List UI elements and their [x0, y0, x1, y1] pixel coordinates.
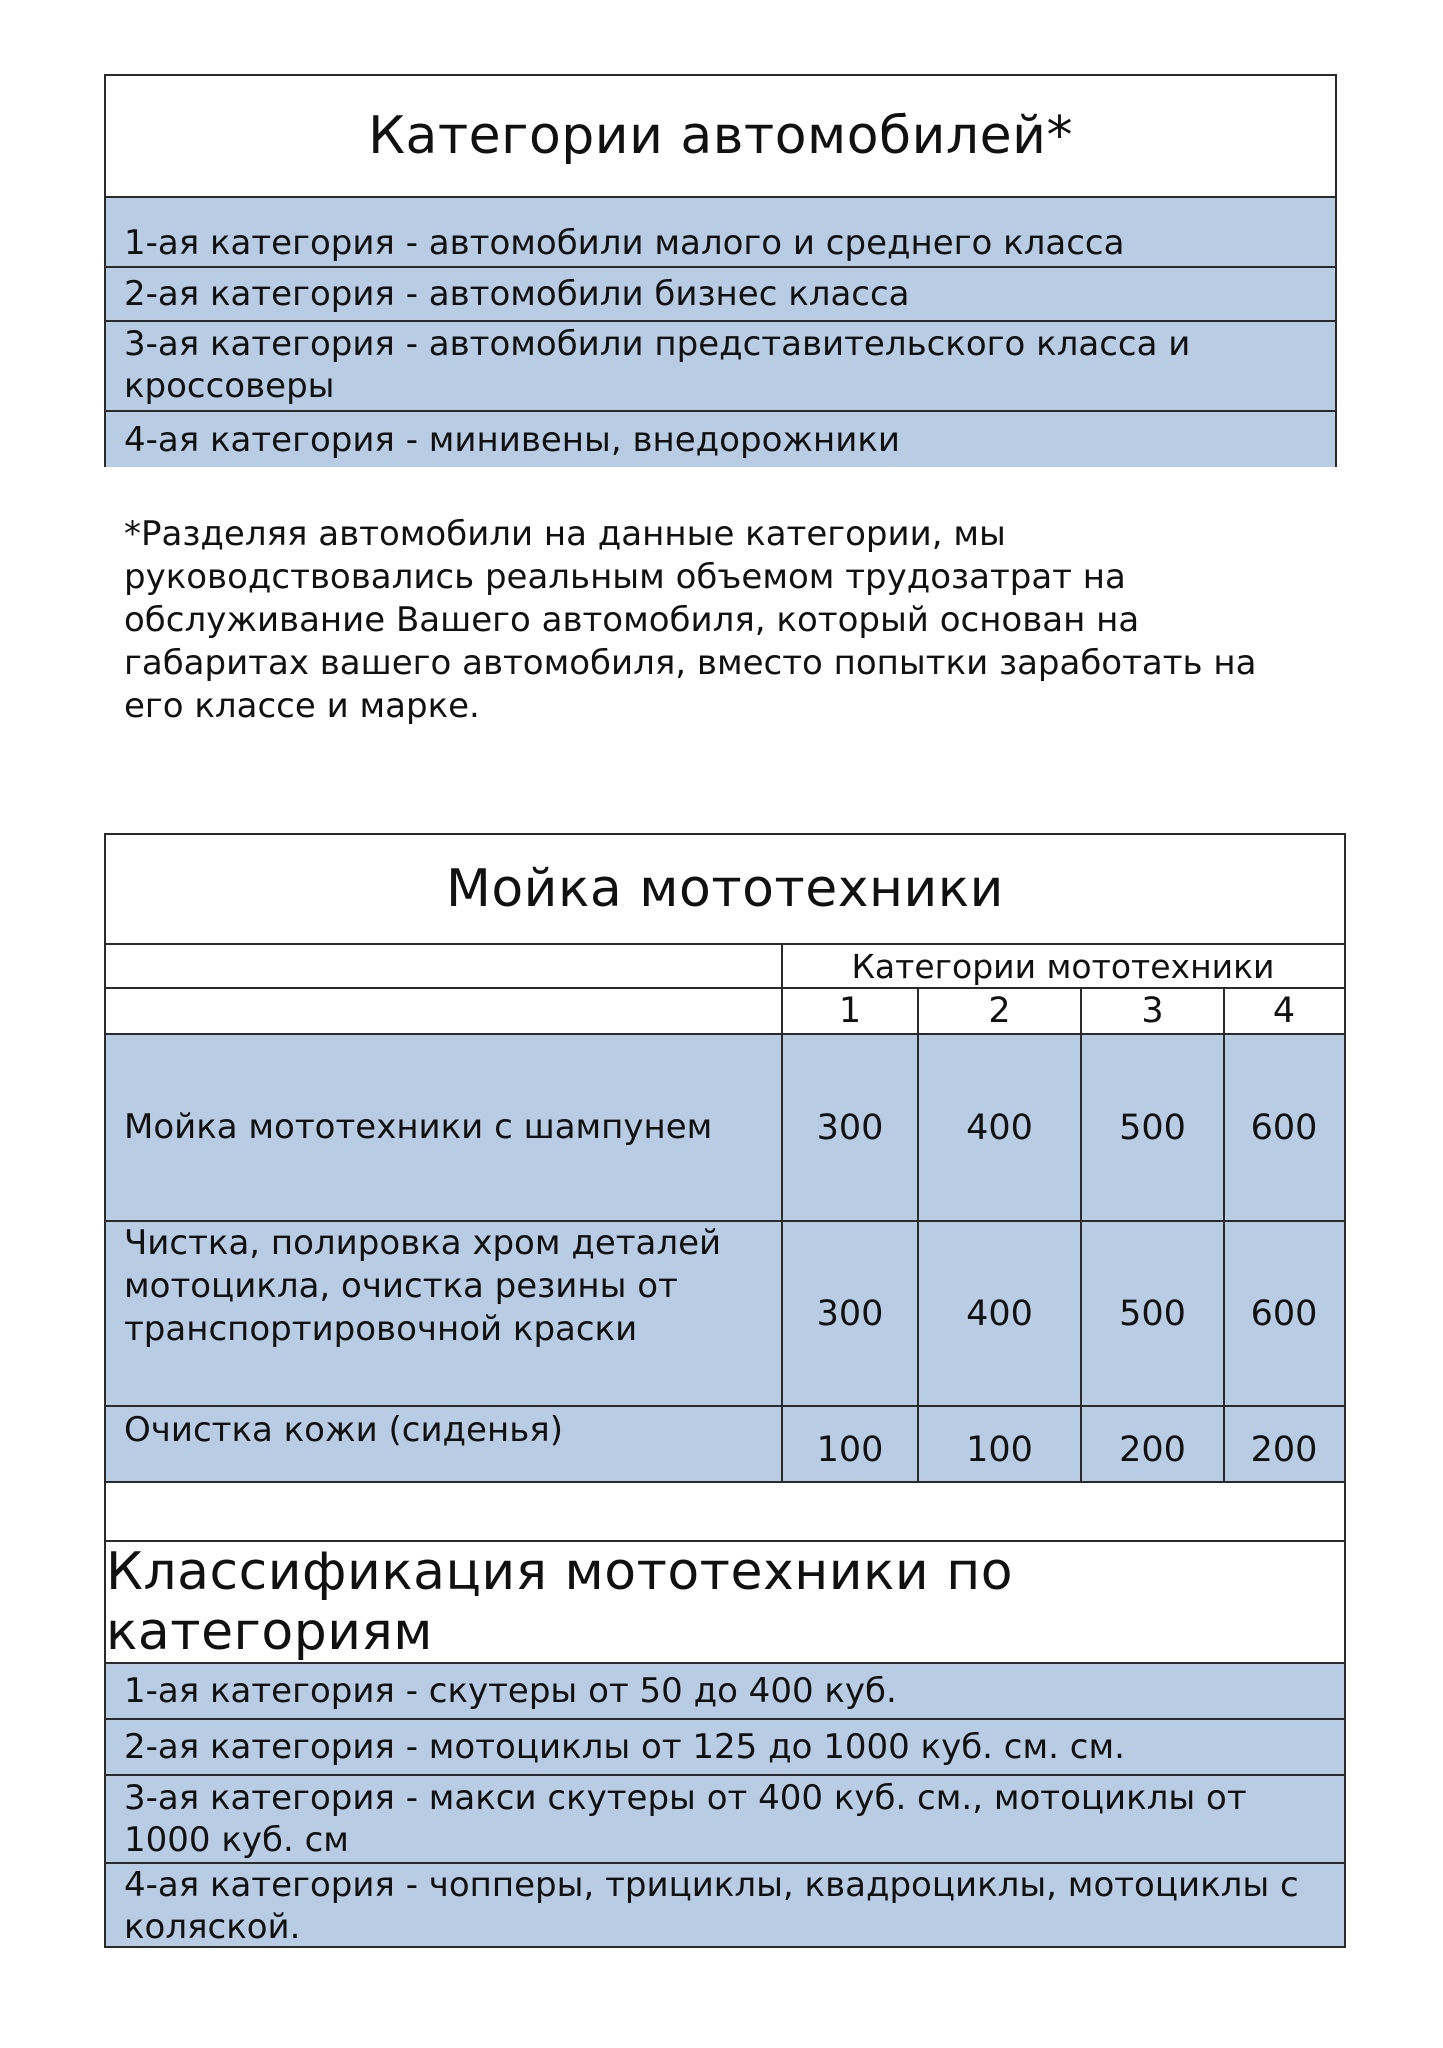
price-cell: 500 — [1119, 1107, 1186, 1148]
car-category-label: 1-ая категория - автомобили малого и среднего класса — [124, 223, 1125, 263]
moto-category-row — [106, 1774, 1344, 1862]
price-cell: 600 — [1250, 1107, 1318, 1148]
car-category-row — [106, 266, 1335, 320]
price-cell: 300 — [816, 1107, 884, 1148]
price-cell: 600 — [1250, 1293, 1318, 1334]
column-header: 1 — [838, 991, 862, 1031]
moto-category-label: 3-ая категория - макси скутеры от 400 куб. см., мотоциклы от 1000 куб. см — [124, 1778, 1247, 1860]
categories-header: Категории мототехники — [851, 946, 1275, 986]
car-category-row — [106, 196, 1335, 266]
price-cell: 200 — [1250, 1430, 1318, 1470]
moto-classification-title: Классификация мототехники по категориям — [106, 1542, 1014, 1662]
price-cell: 100 — [966, 1430, 1033, 1470]
moto-category-label: 2-ая категория - мотоциклы от 125 до 1000 куб. см. см. — [124, 1727, 1125, 1767]
price-cell: 200 — [1119, 1430, 1186, 1470]
moto-category-row — [106, 1718, 1344, 1774]
car-category-row — [106, 410, 1335, 467]
price-cell: 100 — [816, 1430, 884, 1470]
price-cell: 300 — [816, 1293, 884, 1334]
price-cell: 500 — [1119, 1293, 1186, 1334]
price-cell: 400 — [966, 1293, 1033, 1334]
service-name: Чистка, полировка хром деталей мотоцикла, очистка резины от транспортировочной краски — [124, 1223, 722, 1349]
column-header: 3 — [1141, 991, 1164, 1031]
moto-category-label: 4-ая категория - чопперы, трициклы, квадроциклы, мотоциклы с коляской. — [124, 1865, 1299, 1947]
car-category-row — [106, 320, 1335, 410]
car-categories-table — [104, 74, 1337, 467]
column-header: 4 — [1272, 991, 1296, 1031]
category-footnote: *Разделяя автомобили на данные категории, мы руководствовались реальным объемом трудозатрат на обслуживание Вашего автомобиля, который основан на габаритах вашего автомобиля, вместо попытки заработать на его классе и марке. — [124, 514, 1257, 726]
car-category-label: 2-ая категория - автомобили бизнес класса — [124, 274, 910, 314]
car-category-label: 3-ая категория - автомобили представительского класса и кроссоверы — [124, 324, 1191, 406]
service-name: Очистка кожи (сиденья) — [124, 1409, 563, 1450]
service-name: Мойка мототехники с шампунем — [124, 1107, 713, 1147]
moto-category-label: 1-ая категория - скутеры от 50 до 400 куб. — [124, 1671, 897, 1711]
moto-category-row — [106, 1662, 1344, 1718]
moto-wash-title: Мойка мототехники — [446, 859, 1004, 919]
price-cell: 400 — [966, 1107, 1033, 1148]
divider — [106, 1481, 1344, 1483]
column-header: 2 — [988, 991, 1011, 1031]
moto-category-row — [106, 1862, 1344, 1946]
car-categories-title: Категории автомобилей* — [368, 106, 1073, 166]
car-category-label: 4-ая категория - минивены, внедорожники — [124, 419, 900, 460]
